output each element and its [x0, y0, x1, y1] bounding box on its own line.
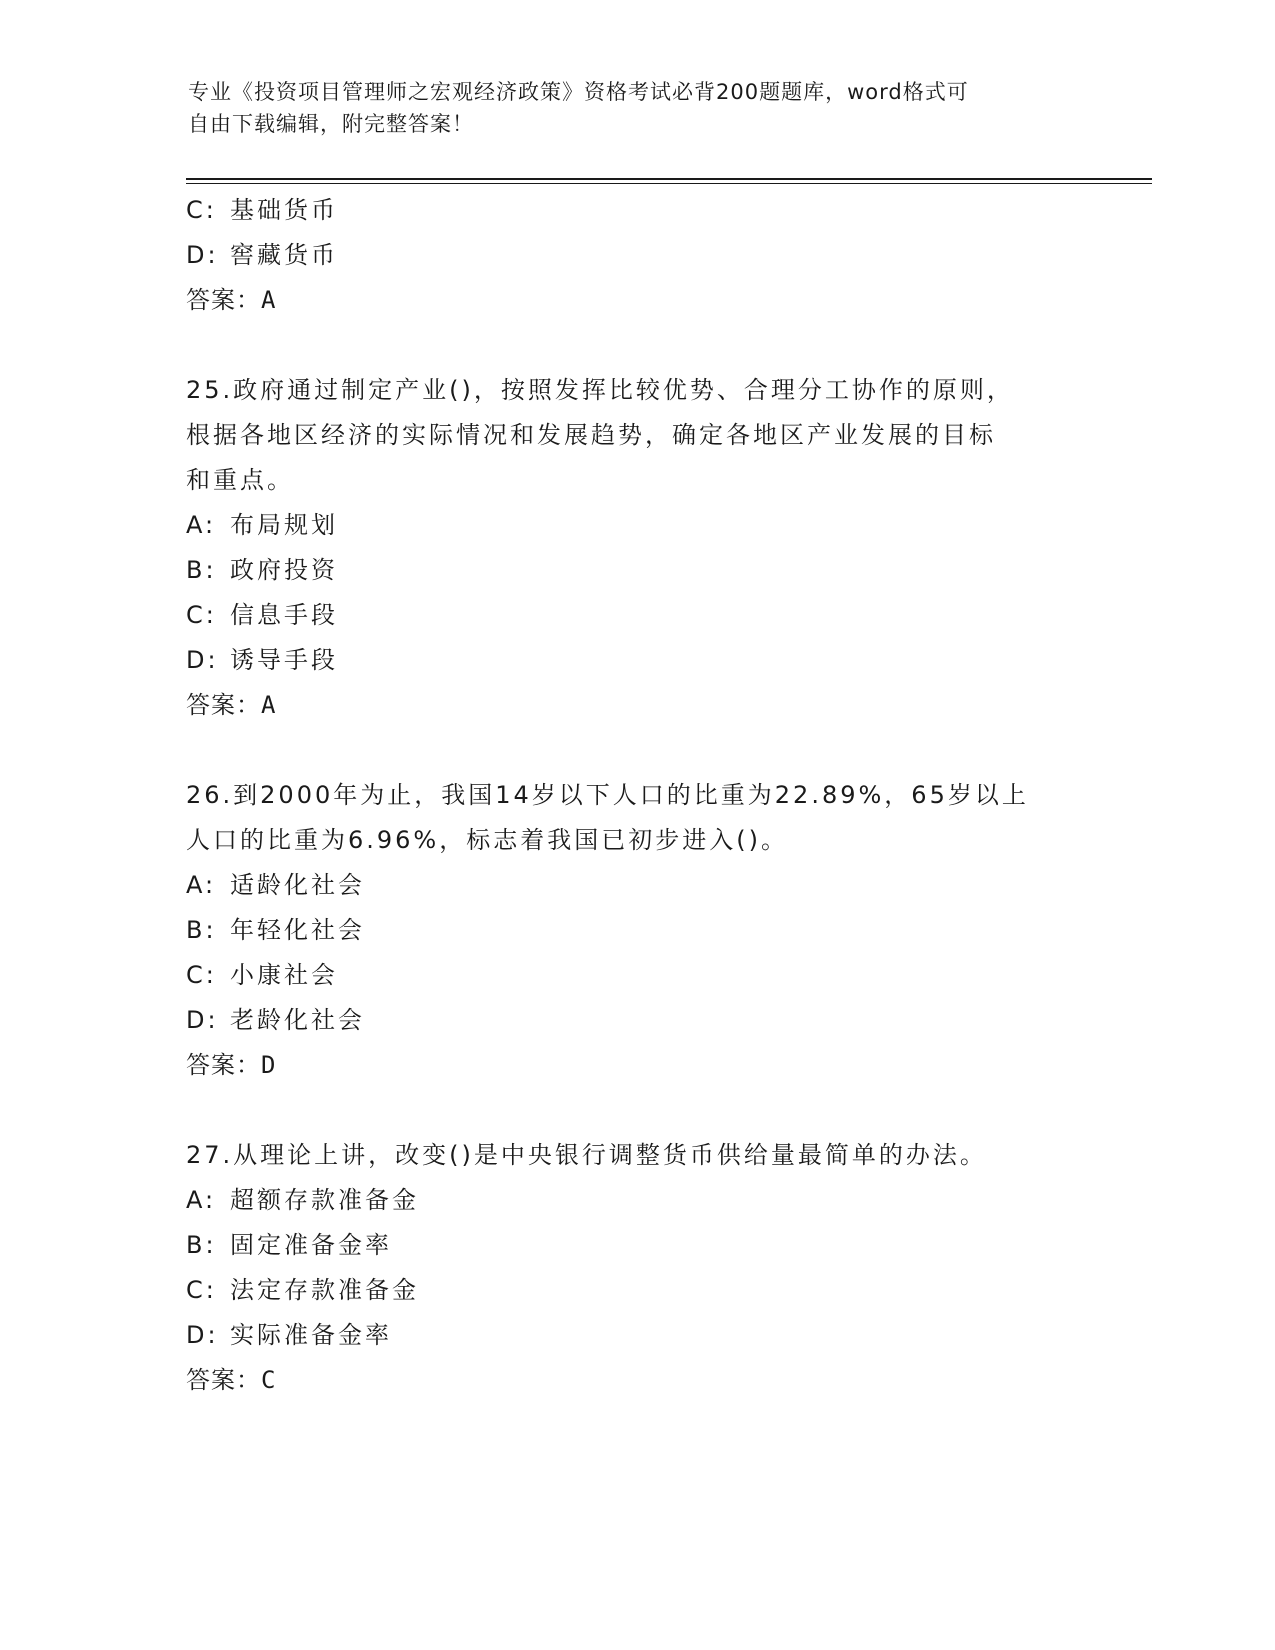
option-c: C: 基础货币 [186, 196, 338, 224]
option-b: B: 固定准备金率 [186, 1231, 392, 1259]
question-text-line: 25.政府通过制定产业()，按照发挥比较优势、合理分工协作的原则， [186, 376, 1014, 404]
question-text-line: 26.到2000年为止，我国14岁以下人口的比重为22.89%，65岁以上 [186, 781, 1029, 809]
question-text-line: 根据各地区经济的实际情况和发展趋势，确定各地区产业发展的目标 [186, 421, 996, 449]
option-a: A: 布局规划 [186, 511, 338, 539]
question-26 [186, 773, 1066, 1088]
header-line-2: 自由下载编辑，附完整答案！ [188, 112, 474, 136]
option-a: A: 适龄化社会 [186, 871, 365, 899]
option-d: D: 窖藏货币 [186, 241, 338, 269]
option-a: A: 超额存款准备金 [186, 1186, 419, 1214]
answer-line: 答案：A [186, 691, 277, 719]
question-content [186, 188, 1066, 1403]
question-text-line: 人口的比重为6.96%，标志着我国已初步进入()。 [186, 826, 788, 854]
question-27 [186, 1133, 1066, 1403]
spacer [186, 728, 1066, 773]
header-divider-thin [186, 183, 1152, 184]
option-d: D: 实际准备金率 [186, 1321, 392, 1349]
answer-line: 答案：A [186, 286, 277, 314]
spacer [186, 323, 1066, 368]
answer-line: 答案：D [186, 1051, 277, 1079]
option-d: D: 老龄化社会 [186, 1006, 365, 1034]
option-c: C: 法定存款准备金 [186, 1276, 419, 1304]
page-header [188, 76, 1068, 140]
question-text-line: 27.从理论上讲，改变()是中央银行调整货币供给量最简单的办法。 [186, 1141, 987, 1169]
option-c: C: 小康社会 [186, 961, 338, 989]
answer-line: 答案：C [186, 1366, 277, 1394]
question-24-tail [186, 188, 1066, 323]
option-d: D: 诱导手段 [186, 646, 338, 674]
header-line-1: 专业《投资项目管理师之宏观经济政策》资格考试必背200题题库，word格式可 [188, 80, 969, 104]
header-divider-thick [186, 178, 1152, 180]
spacer [186, 1088, 1066, 1133]
question-25 [186, 368, 1066, 728]
option-b: B: 政府投资 [186, 556, 338, 584]
question-text-line: 和重点。 [186, 466, 294, 494]
option-c: C: 信息手段 [186, 601, 338, 629]
option-b: B: 年轻化社会 [186, 916, 365, 944]
